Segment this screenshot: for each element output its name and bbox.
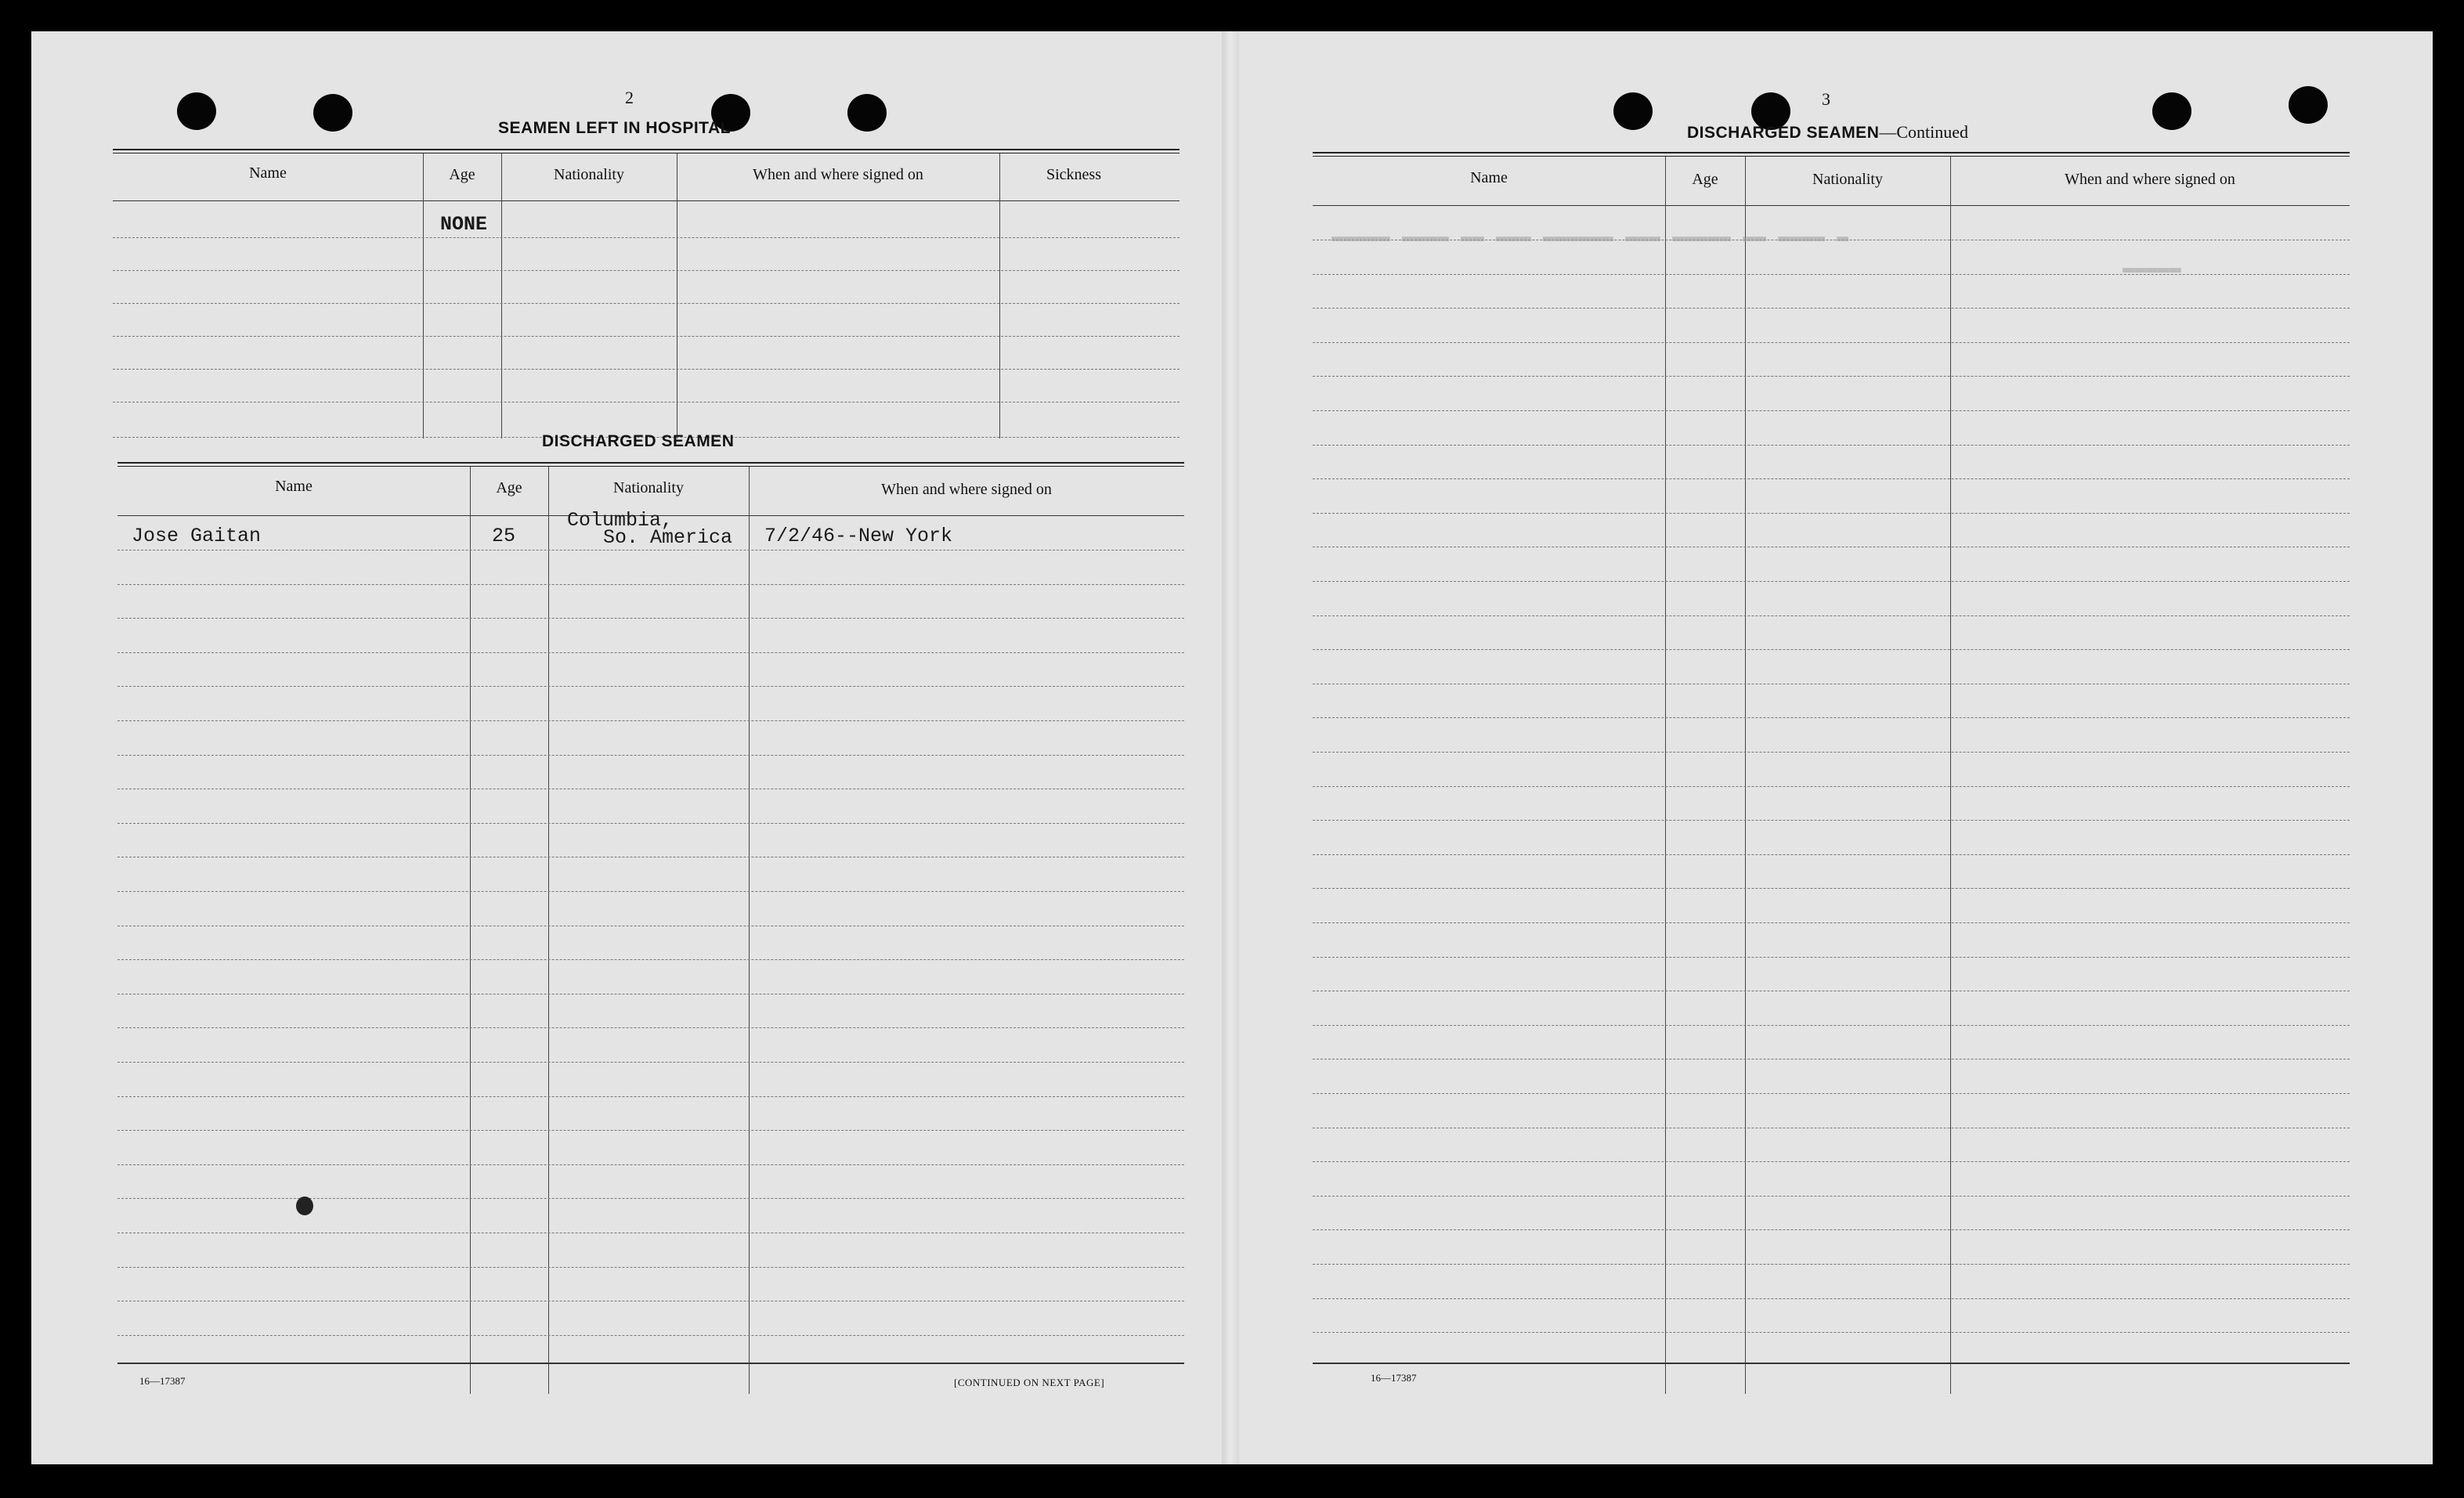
ruled-line bbox=[1313, 752, 2350, 753]
col-header-signed-on: When and where signed on bbox=[753, 166, 923, 183]
col-header-age: Age bbox=[449, 166, 475, 183]
seaman-age: 25 bbox=[492, 525, 516, 547]
punch-hole bbox=[177, 92, 216, 130]
discharged-section-title: DISCHARGED SEAMEN bbox=[542, 432, 735, 450]
hospital-section-title: SEAMEN LEFT IN HOSPITAL bbox=[498, 119, 731, 137]
ruled-line bbox=[117, 584, 1184, 585]
ruled-line bbox=[1313, 1229, 2350, 1230]
col-header-nationality: Nationality bbox=[613, 479, 684, 496]
ruled-line bbox=[117, 891, 1184, 892]
ruled-line bbox=[1313, 615, 2350, 616]
punch-hole bbox=[2152, 92, 2191, 130]
left-page bbox=[31, 31, 1222, 1464]
continued-note: [CONTINUED ON NEXT PAGE] bbox=[954, 1377, 1105, 1388]
ruled-line bbox=[1313, 581, 2350, 582]
ruled-line bbox=[117, 1062, 1184, 1063]
ruled-line bbox=[1313, 649, 2350, 650]
ruled-line bbox=[117, 755, 1184, 756]
ruled-line bbox=[1313, 342, 2350, 343]
ruled-line bbox=[1313, 922, 2350, 923]
hospital-entry-none: NONE bbox=[440, 213, 488, 236]
ruled-line bbox=[117, 618, 1184, 619]
page-fold bbox=[1222, 31, 1239, 1464]
document-scan bbox=[31, 31, 2433, 1464]
col-header-nationality: Nationality bbox=[1812, 171, 1883, 188]
discharged-continued-title: DISCHARGED SEAMEN—Continued bbox=[1687, 122, 1969, 142]
ruled-line bbox=[117, 823, 1184, 824]
seaman-name: Jose Gaitan bbox=[132, 525, 262, 547]
punch-hole bbox=[2289, 86, 2328, 124]
ruled-line bbox=[1313, 308, 2350, 309]
form-number: 16—17387 bbox=[1371, 1372, 1417, 1384]
punch-hole bbox=[847, 94, 887, 132]
ruled-line bbox=[1313, 717, 2350, 718]
right-page bbox=[1237, 31, 2433, 1464]
ruled-line bbox=[1313, 1196, 2350, 1197]
ruled-line bbox=[1313, 274, 2350, 275]
ruled-line bbox=[1313, 1025, 2350, 1026]
ruled-line bbox=[117, 1027, 1184, 1028]
ruled-line bbox=[1313, 888, 2350, 889]
col-header-nationality: Nationality bbox=[554, 166, 624, 183]
ruled-line bbox=[1313, 445, 2350, 446]
punch-hole bbox=[1613, 92, 1653, 130]
ruled-line bbox=[117, 1096, 1184, 1097]
ruled-line bbox=[1313, 820, 2350, 821]
ruled-line bbox=[117, 1335, 1184, 1336]
ruled-line bbox=[1313, 1332, 2350, 1333]
seaman-nationality-line2: So. America bbox=[603, 526, 733, 549]
ruled-line bbox=[117, 1130, 1184, 1131]
ruled-line bbox=[1313, 1093, 2350, 1094]
ruled-line bbox=[117, 652, 1184, 653]
ruled-line bbox=[1313, 1298, 2350, 1299]
col-header-signed-on: When and where signed on bbox=[881, 481, 1052, 498]
ruled-line bbox=[1313, 478, 2350, 479]
ruled-line bbox=[117, 1164, 1184, 1165]
ruled-line bbox=[1313, 957, 2350, 958]
col-header-age: Age bbox=[496, 479, 522, 496]
seaman-signed-on: 7/2/46--New York bbox=[764, 525, 953, 547]
col-header-name: Name bbox=[275, 478, 313, 495]
col-header-name: Name bbox=[1470, 169, 1508, 186]
ruled-line bbox=[1313, 513, 2350, 514]
ruled-line bbox=[117, 1198, 1184, 1199]
ruled-line bbox=[1313, 410, 2350, 411]
bleed-through-text: ▬ ▬▬▬▬ ▬▬ ▬▬▬▬▬ ▬▬▬ ▬▬▬▬▬▬ ▬▬▬ ▬▬ ▬▬▬▬ ▬▬▬▬▬ bbox=[1331, 226, 1849, 248]
ruled-line bbox=[1313, 786, 2350, 787]
col-header-name: Name bbox=[249, 164, 287, 182]
ruled-line bbox=[117, 959, 1184, 960]
ruled-line bbox=[117, 720, 1184, 721]
punch-hole bbox=[313, 94, 352, 132]
page-number: 2 bbox=[625, 88, 634, 107]
ruled-line bbox=[1313, 1161, 2350, 1162]
form-number: 16—17387 bbox=[139, 1375, 186, 1387]
col-header-sickness: Sickness bbox=[1046, 166, 1101, 183]
ruled-line bbox=[1313, 376, 2350, 377]
col-header-signed-on: When and where signed on bbox=[2065, 171, 2235, 188]
ruled-line bbox=[117, 1267, 1184, 1268]
ruled-line bbox=[117, 686, 1184, 687]
col-header-age: Age bbox=[1692, 171, 1718, 188]
bleed-through-text: ▬▬▬▬▬ bbox=[2123, 257, 2182, 280]
ink-blot bbox=[296, 1197, 313, 1215]
ruled-line bbox=[1313, 1264, 2350, 1265]
seaman-nationality-line1: Columbia, bbox=[567, 509, 674, 532]
page-number: 3 bbox=[1822, 89, 1830, 109]
ruled-line bbox=[1313, 854, 2350, 855]
